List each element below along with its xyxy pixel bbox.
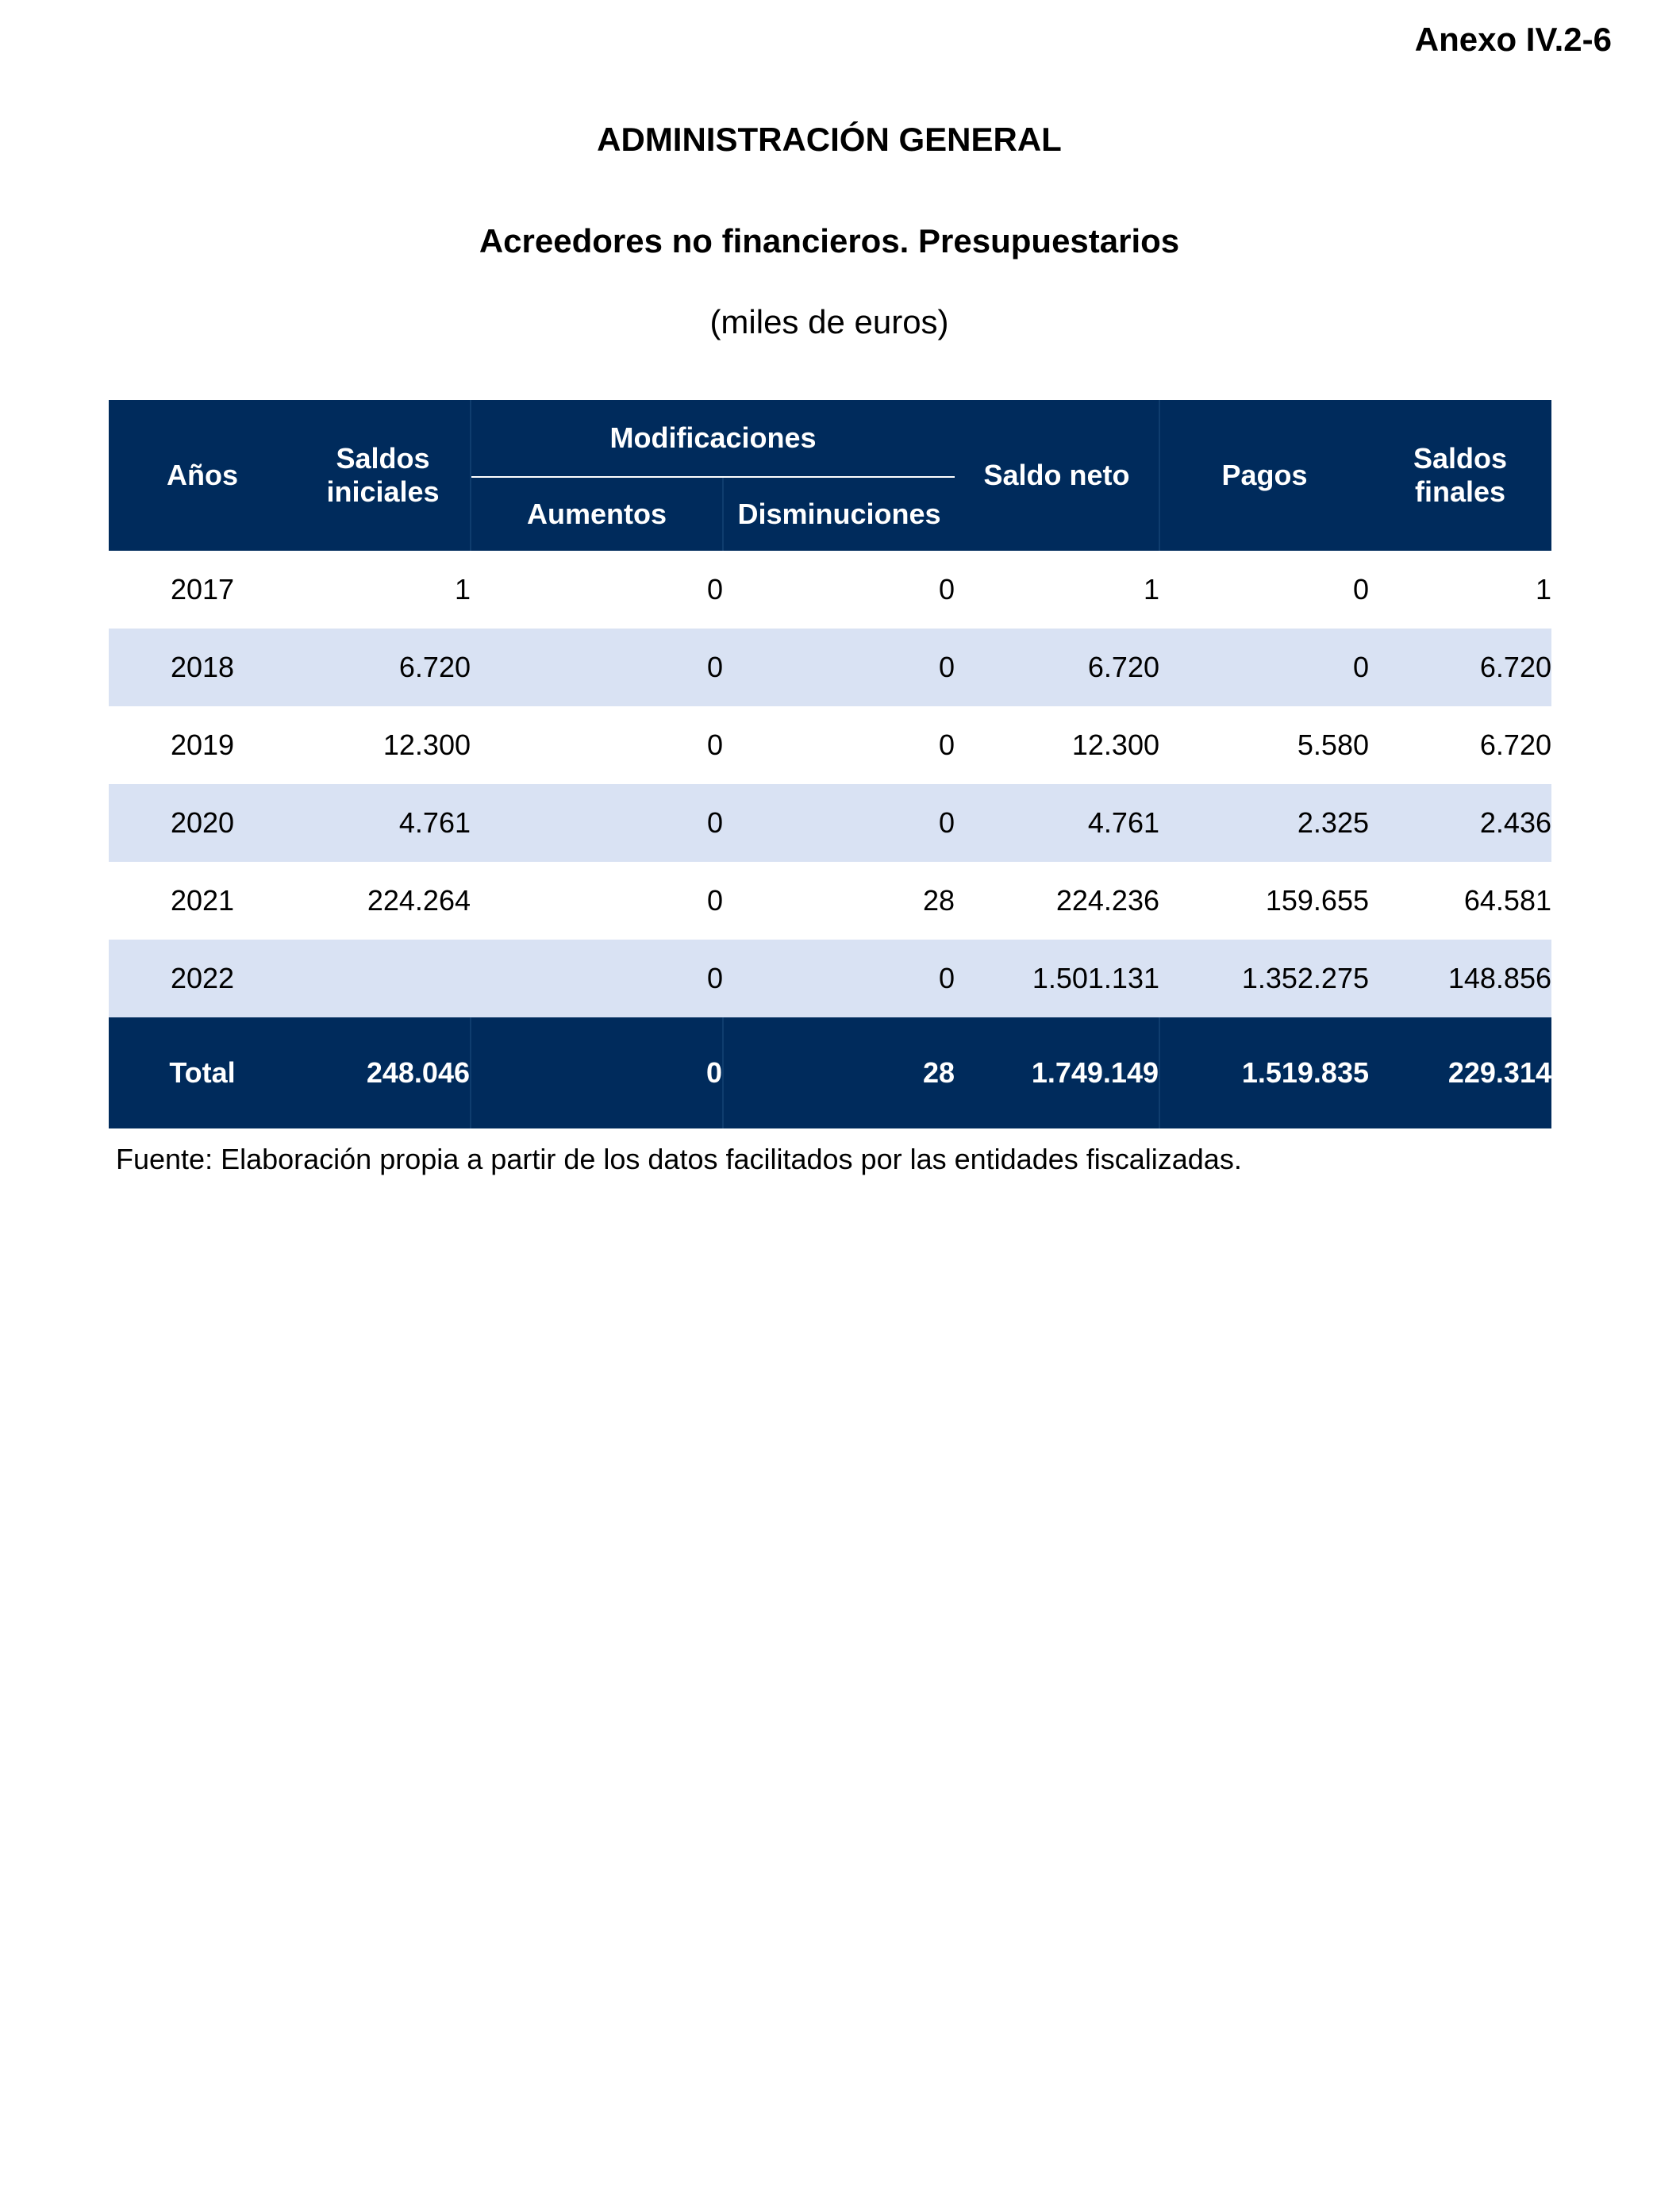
cell-decreases: 28: [922, 884, 955, 917]
page-title: ADMINISTRACIÓN GENERAL: [597, 121, 1062, 158]
total-increases: 0: [471, 1017, 723, 1128]
cell-payments: 0: [1159, 629, 1369, 706]
cell-decreases: 0: [938, 729, 955, 761]
table-row: [109, 551, 1551, 629]
header-net-balance: Saldo neto: [955, 400, 1159, 551]
total-net: 1.749.149: [955, 1017, 1159, 1128]
total-label: Total: [109, 1017, 296, 1128]
cell-initial: 12.300: [383, 729, 471, 761]
table-row: [109, 862, 1551, 940]
cell-net: 224.236: [1055, 884, 1159, 917]
cell-decreases: 0: [938, 573, 955, 606]
cell-payments: 0: [1352, 573, 1369, 606]
header-increases: Aumentos: [471, 477, 723, 551]
header-decreases: Disminuciones: [723, 477, 955, 551]
cell-final: 6.720: [1369, 629, 1551, 706]
header-years: Años: [109, 400, 296, 551]
total-initial: 248.046: [296, 1017, 471, 1128]
source-note: Fuente: Elaboración propia a partir de los datos facilitados por las entidades fiscalizadas.: [116, 1143, 1242, 1175]
cell-year: 2017: [170, 573, 235, 606]
cell-net: 12.300: [1071, 729, 1159, 761]
cell-decreases: 0: [723, 784, 955, 862]
cell-net: 4.761: [955, 784, 1159, 862]
cell-initial: 4.761: [296, 784, 471, 862]
cell-final: 148.856: [1369, 940, 1551, 1017]
cell-year: 2020: [109, 784, 296, 862]
table-title: Acreedores no financieros. Presupuestarios: [479, 222, 1180, 260]
table-row: [109, 784, 1551, 862]
cell-final: 64.581: [1463, 884, 1551, 917]
total-decreases: 28: [723, 1017, 955, 1128]
cell-net: 6.720: [955, 629, 1159, 706]
cell-payments: 5.580: [1297, 729, 1369, 761]
total-payments: 1.519.835: [1159, 1017, 1369, 1128]
cell-year: 2021: [170, 884, 235, 917]
cell-final: 6.720: [1479, 729, 1551, 761]
cell-payments: 159.655: [1265, 884, 1369, 917]
cell-initial: 1: [454, 573, 471, 606]
header-modifications: Modificaciones: [471, 400, 955, 477]
header-payments: Pagos: [1159, 400, 1369, 551]
cell-initial: 224.264: [367, 884, 471, 917]
cell-increases: 0: [706, 573, 723, 606]
header-initial-balances: Saldos iniciales: [296, 400, 471, 551]
cell-increases: 0: [471, 784, 723, 862]
annex-label: Anexo IV.2-6: [1414, 21, 1612, 58]
cell-payments: 2.325: [1159, 784, 1369, 862]
cell-increases: 0: [706, 729, 723, 761]
cell-increases: 0: [471, 940, 723, 1017]
cell-decreases: 0: [723, 940, 955, 1017]
cell-year: 2022: [109, 940, 296, 1017]
cell-year: 2019: [170, 729, 235, 761]
cell-initial: [296, 940, 471, 1017]
cell-increases: 0: [706, 884, 723, 917]
cell-final: 1: [1535, 573, 1551, 606]
table-row: [109, 940, 1551, 1017]
cell-initial: 6.720: [296, 629, 471, 706]
total-final: 229.314: [1369, 1017, 1551, 1128]
cell-net: 1.501.131: [955, 940, 1159, 1017]
cell-net: 1: [1143, 573, 1159, 606]
units-label: (miles de euros): [709, 303, 949, 340]
cell-year: 2018: [109, 629, 296, 706]
table-row: [109, 629, 1551, 706]
header-final-balances: Saldos finales: [1369, 400, 1551, 551]
table-row: [109, 706, 1551, 784]
cell-payments: 1.352.275: [1159, 940, 1369, 1017]
cell-final: 2.436: [1369, 784, 1551, 862]
total-row: [109, 1017, 1551, 1128]
cell-decreases: 0: [723, 629, 955, 706]
creditors-table: [109, 400, 1551, 1128]
cell-increases: 0: [471, 629, 723, 706]
